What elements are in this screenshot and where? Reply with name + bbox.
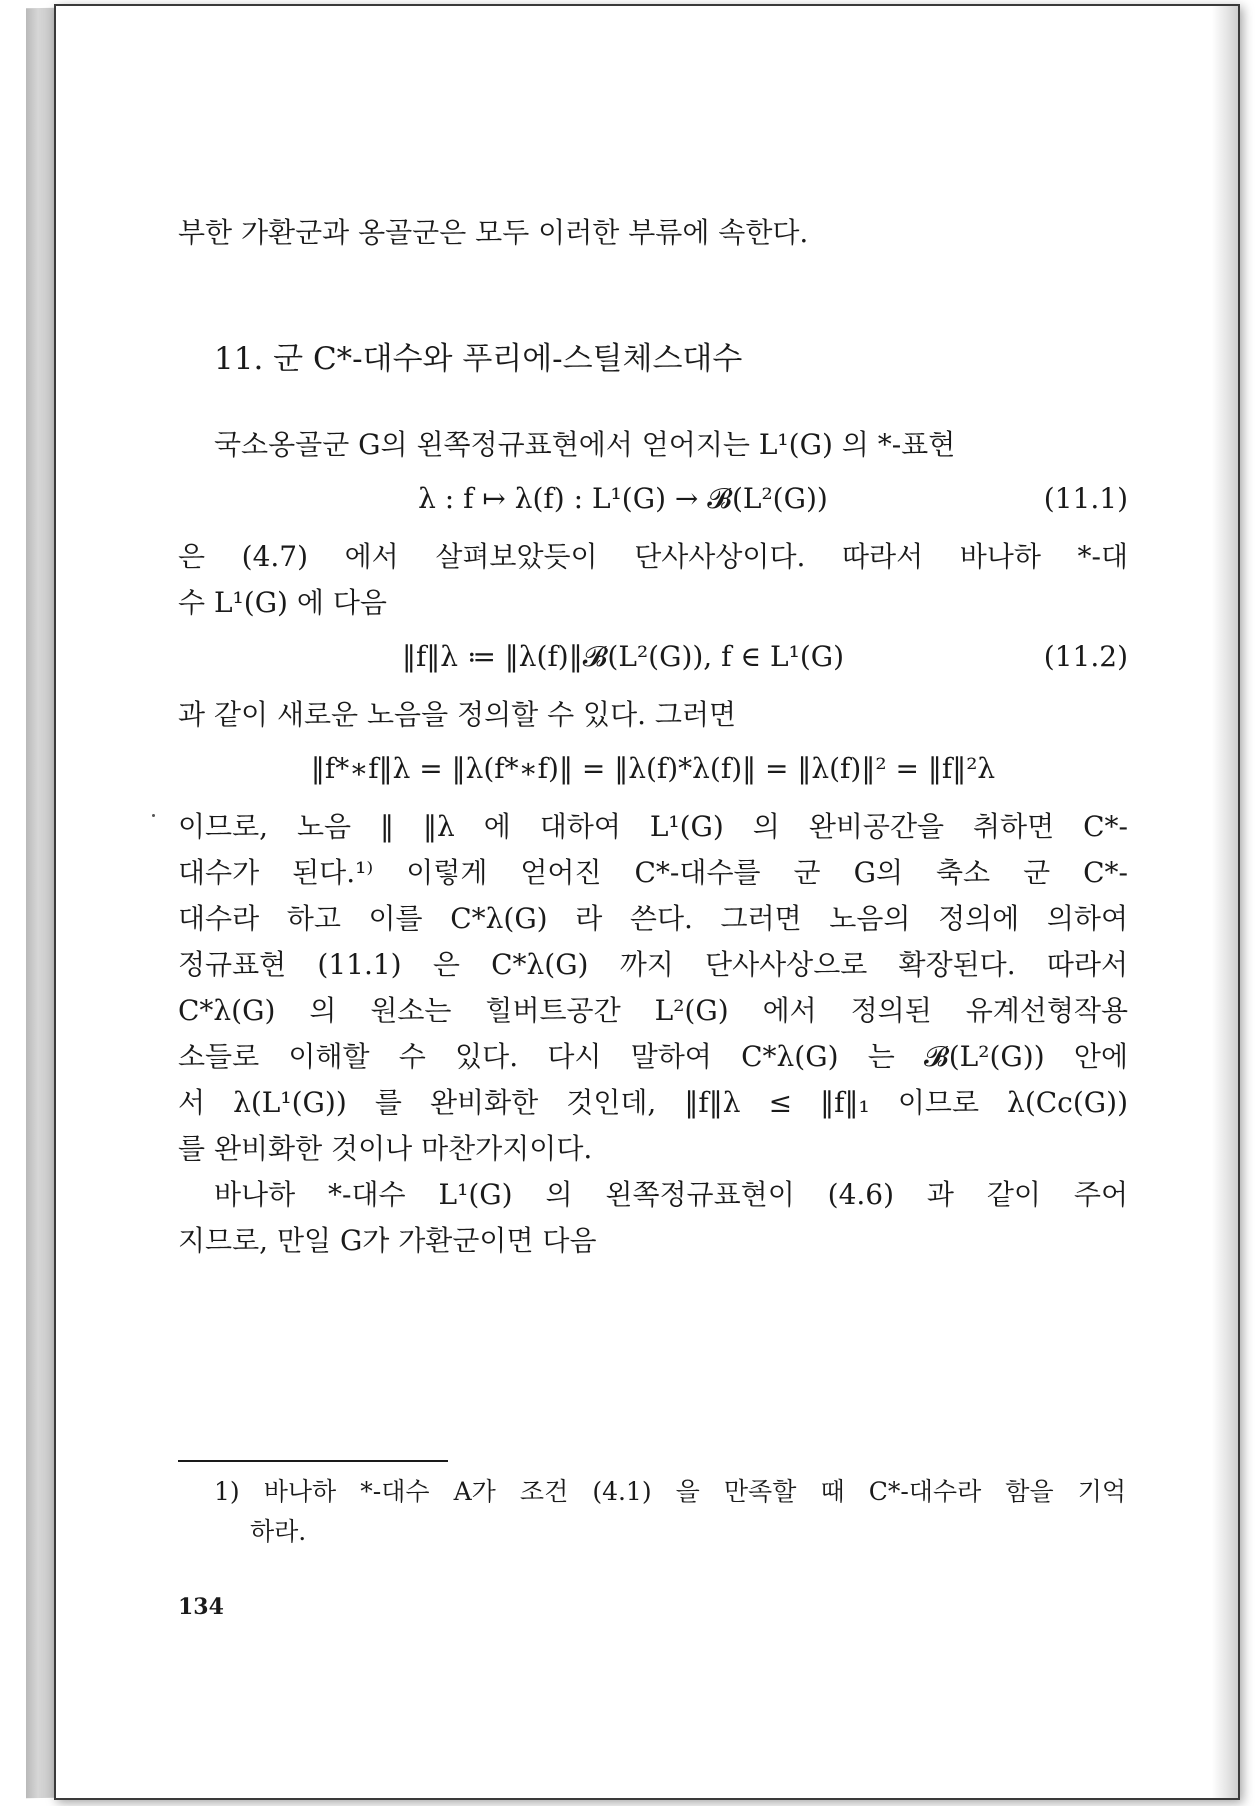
opening-line: 부한 가환군과 옹골군은 모두 이러한 부류에 속한다. <box>178 216 809 249</box>
text-line: 이므로, 노음 ‖ ‖λ 에 대하여 L¹(G) 의 완비공간을 취하면 C*- <box>178 810 1128 843</box>
text-line: 은 (4.7) 에서 살펴보았듯이 단사사상이다. 따라서 바나하 *-대 <box>178 540 1128 573</box>
text-line: 대수가 된다.¹⁾ 이렇게 얻어진 C*-대수를 군 G의 축소 군 C*- <box>178 856 1128 889</box>
paragraph <box>178 534 1128 626</box>
equation-norm <box>178 746 1128 792</box>
intro-line: 국소옹골군 G의 왼쪽정규표현에서 얻어지는 L¹(G) 의 *-표현 <box>214 428 956 461</box>
text-line: 수 L¹(G) 에 다음 <box>178 586 387 619</box>
equation-11-2 <box>178 634 1128 680</box>
footnote-line: 1) 바나하 *-대수 A가 조건 (4.1) 을 만족할 때 C*-대수라 함을 기억 <box>214 1477 1126 1506</box>
page-body <box>178 210 1128 1264</box>
text-line: 서 λ(L¹(G)) 를 완비화한 것인데, ‖f‖λ ≤ ‖f‖₁ 이므로 λ(Cc(G)) <box>178 1086 1128 1119</box>
equation-body: ‖f*∗f‖λ = ‖λ(f*∗f)‖ = ‖λ(f)*λ(f)‖ = ‖λ(f)‖² = ‖f‖²λ <box>310 752 996 785</box>
text-line: 를 완비화한 것이나 마찬가지이다. <box>178 1132 593 1165</box>
text-line: C*λ(G) 의 원소는 힐버트공간 L²(G) 에서 정의된 유계선형작용 <box>178 994 1128 1027</box>
equation-body: ‖f‖λ ≔ ‖λ(f)‖𝓑(L²(G)), f ∈ L¹(G) <box>401 640 845 673</box>
text-line: 소들로 이해할 수 있다. 다시 말하여 C*λ(G) 는 𝓑(L²(G)) 안에 <box>178 1040 1128 1073</box>
equation-body: λ : f ↦ λ(f) : L¹(G) → 𝓑(L²(G)) <box>418 482 828 515</box>
footnote-line: 하라. <box>250 1517 307 1546</box>
equation-11-1 <box>178 476 1128 522</box>
text-line: 과 같이 새로운 노음을 정의할 수 있다. 그러면 <box>178 698 737 731</box>
section-title: 11. 군 C*-대수와 푸리에-스틸체스대수 <box>214 341 743 377</box>
footnote-rule <box>178 1460 448 1462</box>
paragraph <box>178 804 1128 1172</box>
scan-speck <box>152 814 155 817</box>
footnote <box>214 1472 1126 1552</box>
text-line: 바나하 *-대수 L¹(G) 의 왼쪽정규표현이 (4.6) 과 같이 주어 <box>214 1178 1128 1211</box>
equation-number: (11.1) <box>1043 482 1128 515</box>
text-line: 지므로, 만일 G가 가환군이면 다음 <box>178 1224 597 1257</box>
page-number: 134 <box>178 1594 224 1620</box>
book-spine-edge <box>26 8 56 1799</box>
equation-number: (11.2) <box>1043 640 1128 673</box>
text-line: 대수라 하고 이를 C*λ(G) 라 쓴다. 그러면 노음의 정의에 의하여 <box>178 902 1128 935</box>
page-curl-shadow <box>1212 6 1238 1798</box>
paragraph <box>178 1172 1128 1264</box>
text-line: 정규표현 (11.1) 은 C*λ(G) 까지 단사사상으로 확장된다. 따라서 <box>178 948 1128 981</box>
